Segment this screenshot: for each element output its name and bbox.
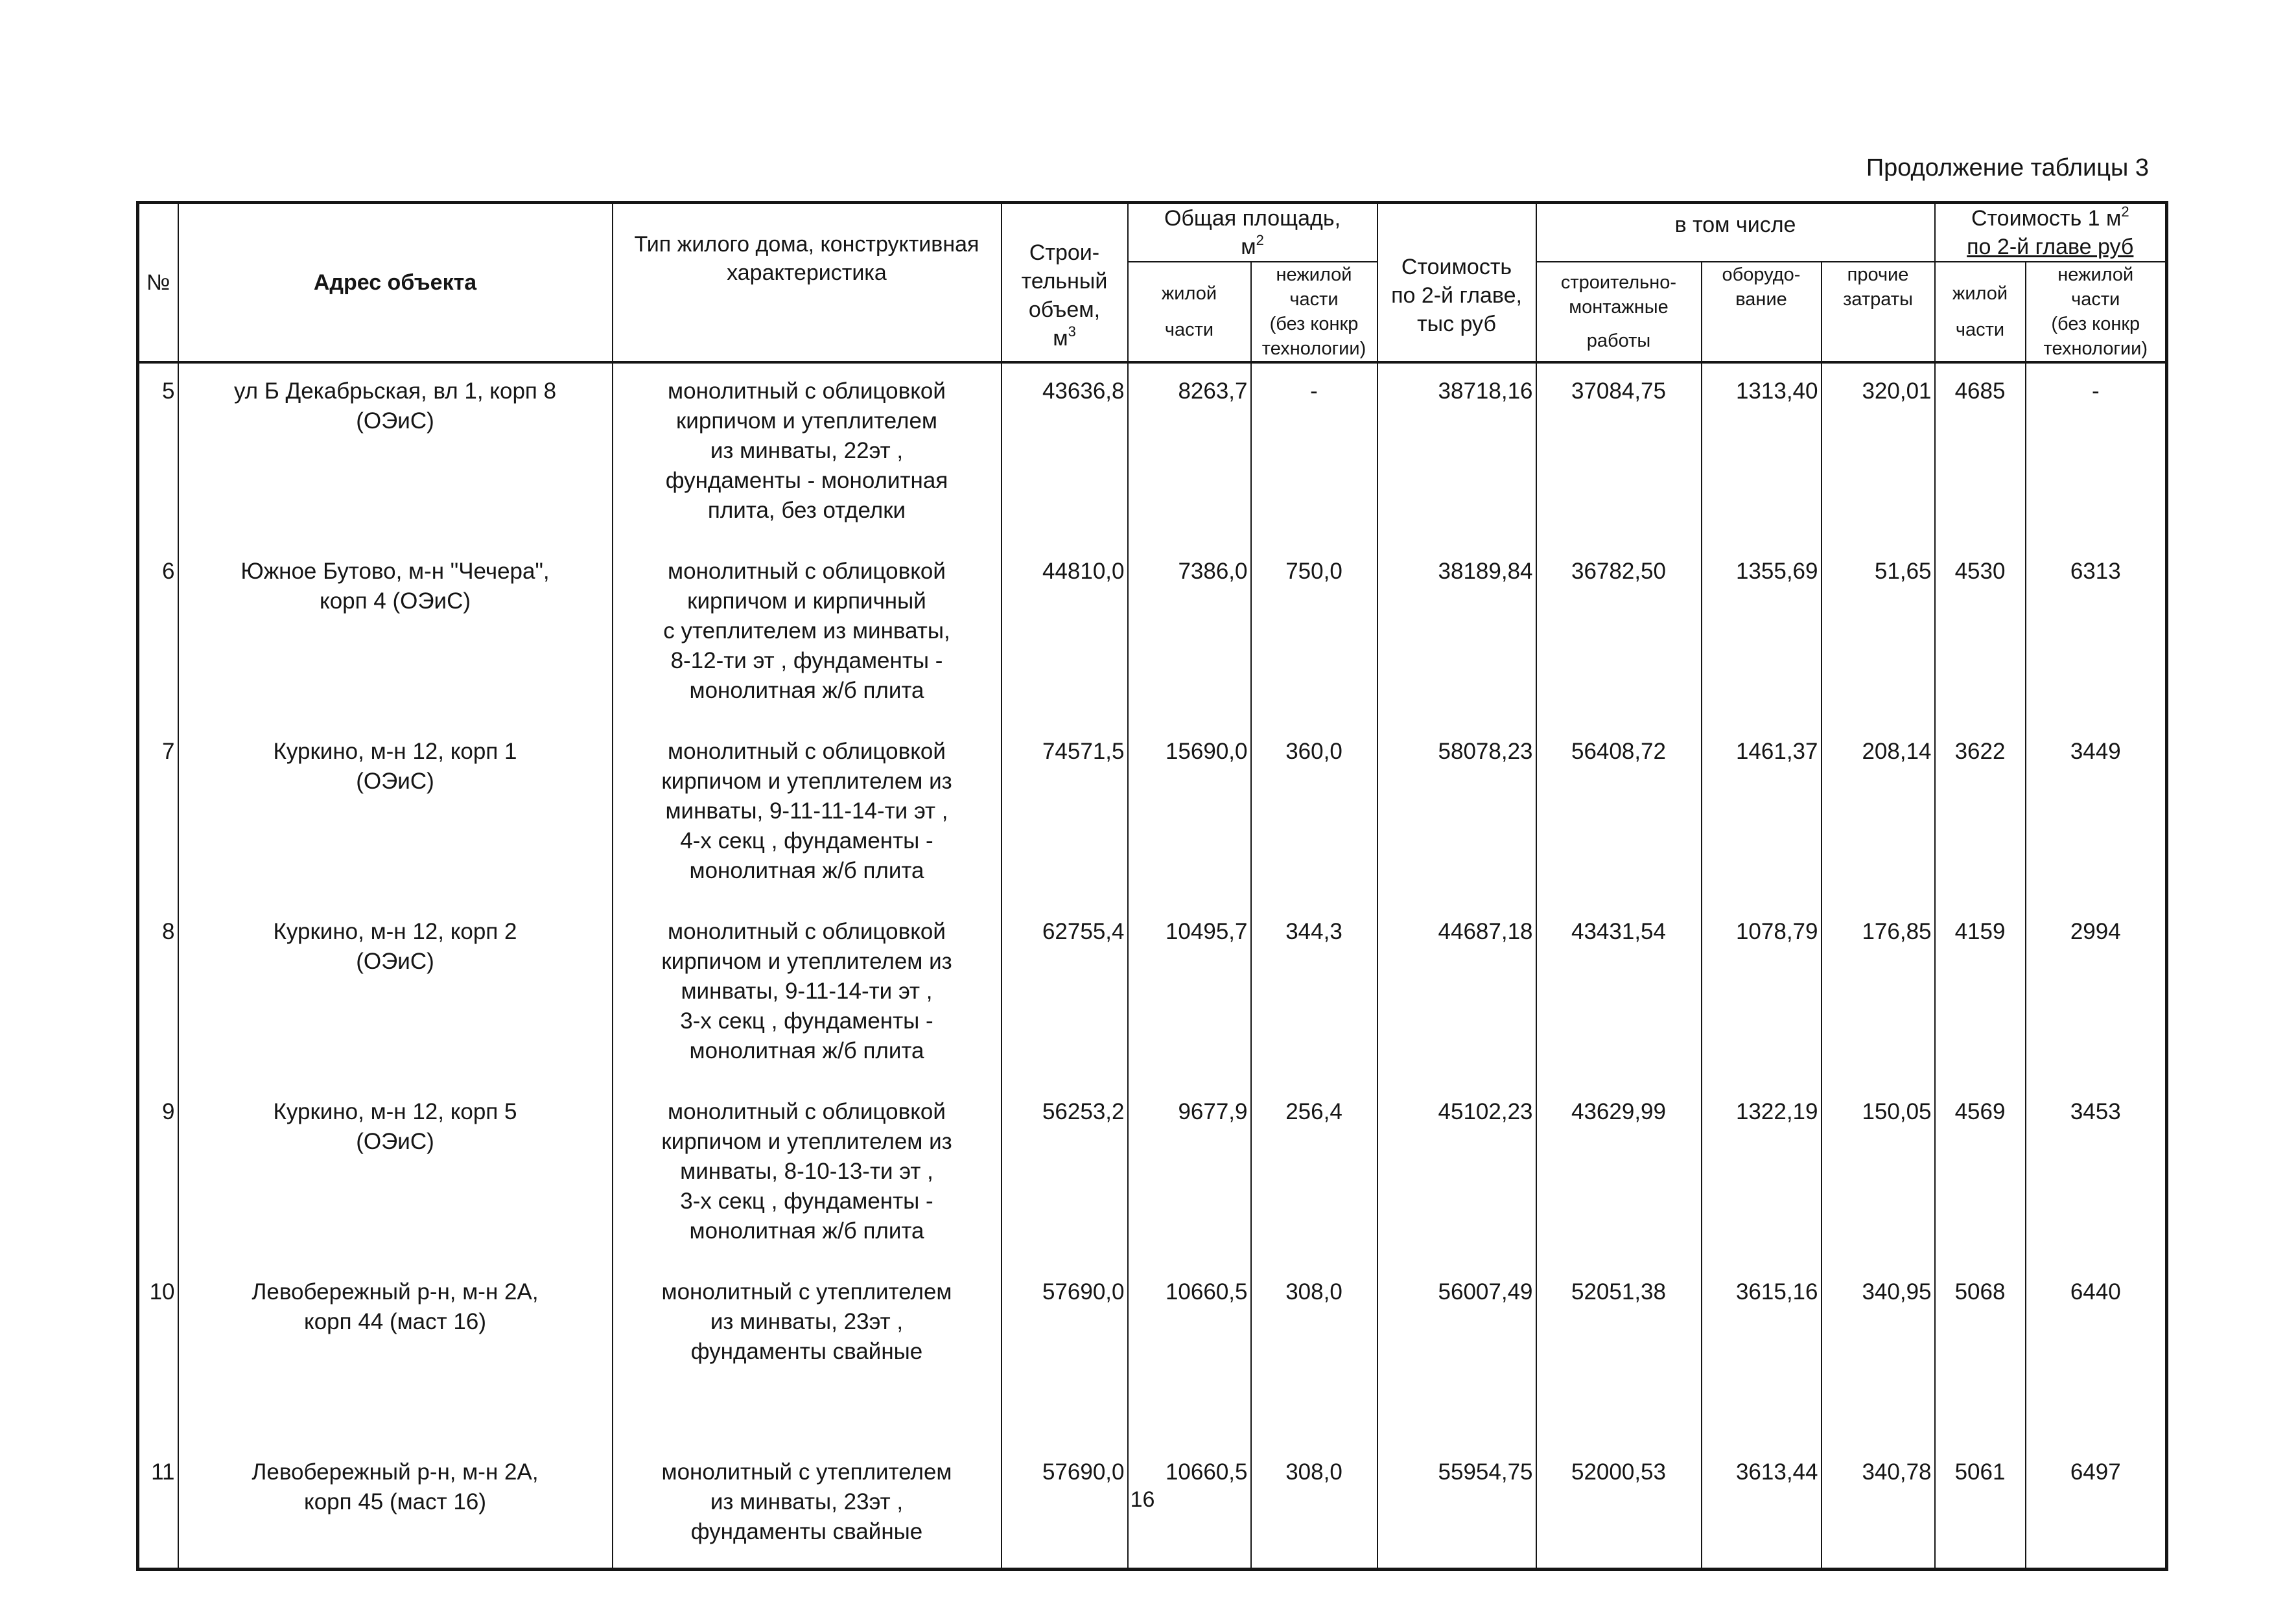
- cell-house-type-line: монолитный с утеплителем: [661, 1459, 952, 1485]
- header-including-group: в том числе: [1536, 203, 1935, 262]
- header-other-costs: прочие затраты: [1822, 262, 1935, 362]
- cell-house-type: [613, 724, 1002, 904]
- cell-construction-works: 36782,50: [1536, 544, 1702, 724]
- cell-volume: 56253,2: [1002, 1084, 1128, 1264]
- table-body: [138, 362, 2167, 1570]
- cell-cost: 56007,49: [1377, 1264, 1536, 1444]
- cell-house-type-line: 3-х секц , фундаменты -: [680, 1189, 933, 1214]
- cell-unit-cost-residential: 5068: [1935, 1264, 2026, 1444]
- header-cost: Стоимость по 2-й главе, тыс руб: [1377, 203, 1536, 363]
- cell-other-costs: 208,14: [1822, 724, 1935, 904]
- cell-construction-works: 52051,38: [1536, 1264, 1702, 1444]
- cell-area-nonresidential: 308,0: [1251, 1264, 1377, 1444]
- cell-house-type-line: кирпичом и утеплителем: [675, 408, 937, 434]
- cell-house-type-line: минваты, 9-11-11-14-ти эт ,: [665, 798, 948, 824]
- cell-address: [178, 1084, 613, 1264]
- cell-address-line: Южное Бутово, м-н "Чечера",: [240, 559, 550, 584]
- cell-unit-cost-nonresidential: 6313: [2026, 544, 2167, 724]
- cell-area-nonresidential: 344,3: [1251, 904, 1377, 1084]
- cell-unit-cost-residential: 4685: [1935, 362, 2026, 544]
- table-continuation-label: Продолжение таблицы 3: [1866, 154, 2149, 181]
- cell-address-line: Левобережный р-н, м-н 2А,: [252, 1279, 539, 1305]
- cell-house-type-line: из минваты, 23эт ,: [710, 1309, 904, 1334]
- cell-house-type-line: 8-12-ти эт , фундаменты -: [670, 648, 943, 673]
- table-header: [138, 203, 2167, 363]
- table-row: [138, 362, 2167, 544]
- cell-unit-cost-residential: 4530: [1935, 544, 2026, 724]
- header-house-type: Тип жилого дома, конструктивная характеристика: [613, 203, 1002, 363]
- cell-house-type: [613, 1084, 1002, 1264]
- cell-address-line: ул Б Декабрьская, вл 1, корп 8: [233, 378, 557, 404]
- cell-house-type-line: кирпичом и кирпичный: [687, 588, 926, 614]
- header-num: №: [138, 203, 178, 363]
- cell-address-line: корп 45 (маст 16): [304, 1489, 486, 1514]
- cell-volume: 62755,4: [1002, 904, 1128, 1084]
- cell-address-line: Левобережный р-н, м-н 2А,: [252, 1459, 539, 1485]
- cell-cost: 44687,18: [1377, 904, 1536, 1084]
- cell-address: [178, 724, 613, 904]
- cell-address-line: корп 44 (маст 16): [304, 1309, 486, 1334]
- cell-area-residential: 10660,5: [1128, 1444, 1251, 1570]
- cell-address: [178, 1264, 613, 1444]
- cell-volume: 44810,0: [1002, 544, 1128, 724]
- cell-house-type-line: плита, без отделки: [707, 498, 906, 523]
- header-equipment: оборудо- вание: [1702, 262, 1822, 362]
- cell-unit-cost-nonresidential: 3453: [2026, 1084, 2167, 1264]
- cell-construction-works: 43431,54: [1536, 904, 1702, 1084]
- cell-unit-cost-nonresidential: 6497: [2026, 1444, 2167, 1570]
- cell-equipment: 1322,19: [1702, 1084, 1822, 1264]
- cell-address-line: Куркино, м-н 12, корп 2: [273, 919, 517, 944]
- cell-house-type: [613, 362, 1002, 544]
- cell-cost: 38189,84: [1377, 544, 1536, 724]
- cell-house-type-line: из минваты, 23эт ,: [710, 1489, 904, 1514]
- cell-house-type-line: кирпичом и утеплителем из: [661, 769, 952, 794]
- cell-equipment: 3613,44: [1702, 1444, 1822, 1570]
- cell-equipment: 1078,79: [1702, 904, 1822, 1084]
- cell-house-type-line: монолитный с утеплителем: [661, 1279, 952, 1305]
- cell-house-type-line: 4-х секц , фундаменты -: [680, 828, 933, 853]
- cell-house-type-line: монолитная ж/б плита: [689, 678, 924, 703]
- cell-other-costs: 340,78: [1822, 1444, 1935, 1570]
- cell-row-number: 5: [138, 362, 178, 544]
- cell-other-costs: 340,95: [1822, 1264, 1935, 1444]
- page-number: 16: [1130, 1487, 1155, 1512]
- cell-unit-cost-residential: 5061: [1935, 1444, 2026, 1570]
- cell-row-number: 8: [138, 904, 178, 1084]
- header-area-group: Общая площадь, $м^2$: [1128, 203, 1377, 262]
- cell-house-type: [613, 904, 1002, 1084]
- cell-house-type-line: монолитная ж/б плита: [689, 1038, 924, 1063]
- cell-volume: 57690,0: [1002, 1444, 1128, 1570]
- cell-house-type-line: фундаменты свайные: [690, 1339, 923, 1364]
- table-row: [138, 724, 2167, 904]
- cell-construction-works: 37084,75: [1536, 362, 1702, 544]
- cell-area-residential: 15690,0: [1128, 724, 1251, 904]
- cell-unit-cost-residential: 4569: [1935, 1084, 2026, 1264]
- cell-house-type-line: кирпичом и утеплителем из: [661, 949, 952, 974]
- cell-row-number: 11: [138, 1444, 178, 1570]
- cost-table: [136, 201, 2168, 1571]
- table-row: [138, 1264, 2167, 1444]
- cell-house-type-line: фундаменты свайные: [690, 1519, 923, 1544]
- cell-address: [178, 362, 613, 544]
- cell-house-type-line: из минваты, 22эт ,: [710, 438, 904, 463]
- cell-construction-works: 43629,99: [1536, 1084, 1702, 1264]
- cell-unit-cost-residential: 3622: [1935, 724, 2026, 904]
- cell-row-number: 6: [138, 544, 178, 724]
- header-volume: Строи- тельный объем, $м^3$: [1002, 203, 1128, 363]
- cell-house-type-line: монолитный с облицовкой: [668, 559, 946, 584]
- cell-area-nonresidential: 308,0: [1251, 1444, 1377, 1570]
- cell-area-nonresidential: -: [1251, 362, 1377, 544]
- cell-area-nonresidential: 256,4: [1251, 1084, 1377, 1264]
- cell-volume: 74571,5: [1002, 724, 1128, 904]
- table-row: [138, 544, 2167, 724]
- cell-house-type-line: 3-х секц , фундаменты -: [680, 1008, 933, 1034]
- cell-area-residential: 10660,5: [1128, 1264, 1251, 1444]
- cell-area-residential: 9677,9: [1128, 1084, 1251, 1264]
- cell-construction-works: 56408,72: [1536, 724, 1702, 904]
- cell-area-residential: 10495,7: [1128, 904, 1251, 1084]
- cell-house-type-line: монолитная ж/б плита: [689, 1218, 924, 1244]
- cell-equipment: 1355,69: [1702, 544, 1822, 724]
- cell-house-type-line: монолитная ж/б плита: [689, 858, 924, 883]
- cell-house-type-line: монолитный с облицовкой: [668, 739, 946, 764]
- cell-construction-works: 52000,53: [1536, 1444, 1702, 1570]
- cell-volume: 43636,8: [1002, 362, 1128, 544]
- cell-address-line: (ОЭиС): [356, 949, 434, 974]
- cell-other-costs: 176,85: [1822, 904, 1935, 1084]
- cell-address-line: (ОЭиС): [356, 769, 434, 794]
- cell-address-line: корп 4 (ОЭиС): [319, 588, 471, 614]
- header-address: Адрес объекта: [178, 203, 613, 363]
- cell-unit-cost-nonresidential: -: [2026, 362, 2167, 544]
- cell-equipment: 1461,37: [1702, 724, 1822, 904]
- cell-house-type-line: кирпичом и утеплителем из: [661, 1129, 952, 1154]
- cell-house-type-line: монолитный с облицовкой: [668, 378, 946, 404]
- cell-other-costs: 51,65: [1822, 544, 1935, 724]
- cell-cost: 58078,23: [1377, 724, 1536, 904]
- cell-house-type: [613, 544, 1002, 724]
- header-unit-cost-residential: жилой части: [1935, 262, 2026, 362]
- cell-equipment: 3615,16: [1702, 1264, 1822, 1444]
- cell-volume: 57690,0: [1002, 1264, 1128, 1444]
- table-row: [138, 1084, 2167, 1264]
- cell-address-line: (ОЭиС): [356, 408, 434, 434]
- header-construction-works: строительно- монтажные работы: [1536, 262, 1702, 362]
- cell-address-line: Куркино, м-н 12, корп 1: [273, 739, 517, 764]
- cell-row-number: 7: [138, 724, 178, 904]
- cell-area-nonresidential: 750,0: [1251, 544, 1377, 724]
- cell-cost: 55954,75: [1377, 1444, 1536, 1570]
- cell-house-type-line: монолитный с облицовкой: [668, 919, 946, 944]
- cell-house-type-line: минваты, 8-10-13-ти эт ,: [680, 1159, 933, 1184]
- cell-row-number: 9: [138, 1084, 178, 1264]
- header-unit-cost-group: Стоимость 1 $м^2$ по 2-й главе руб: [1935, 203, 2167, 262]
- cell-cost: 45102,23: [1377, 1084, 1536, 1264]
- header-unit-cost-nonresidential: нежилой части (без конкр технологии): [2026, 262, 2167, 362]
- cell-address-line: Куркино, м-н 12, корп 5: [273, 1099, 517, 1124]
- cell-row-number: 10: [138, 1264, 178, 1444]
- cell-area-residential: 8263,7: [1128, 362, 1251, 544]
- cell-house-type-line: монолитный с облицовкой: [668, 1099, 946, 1124]
- cell-unit-cost-nonresidential: 3449: [2026, 724, 2167, 904]
- cell-equipment: 1313,40: [1702, 362, 1822, 544]
- cell-address: [178, 904, 613, 1084]
- header-area-nonresidential: нежилой части (без конкр технологии): [1251, 262, 1377, 362]
- cell-house-type-line: минваты, 9-11-14-ти эт ,: [681, 979, 933, 1004]
- cell-area-residential: 7386,0: [1128, 544, 1251, 724]
- cell-area-nonresidential: 360,0: [1251, 724, 1377, 904]
- cell-other-costs: 320,01: [1822, 362, 1935, 544]
- cell-house-type: [613, 1264, 1002, 1444]
- table-row: [138, 904, 2167, 1084]
- cell-unit-cost-nonresidential: 2994: [2026, 904, 2167, 1084]
- cell-address-line: (ОЭиС): [356, 1129, 434, 1154]
- cell-unit-cost-residential: 4159: [1935, 904, 2026, 1084]
- cell-other-costs: 150,05: [1822, 1084, 1935, 1264]
- cell-cost: 38718,16: [1377, 362, 1536, 544]
- cell-house-type-line: фундаменты - монолитная: [665, 468, 948, 493]
- header-area-residential: жилой части: [1128, 262, 1251, 362]
- cell-unit-cost-nonresidential: 6440: [2026, 1264, 2167, 1444]
- cell-address: [178, 544, 613, 724]
- cell-house-type-line: с утеплителем из минваты,: [663, 618, 950, 644]
